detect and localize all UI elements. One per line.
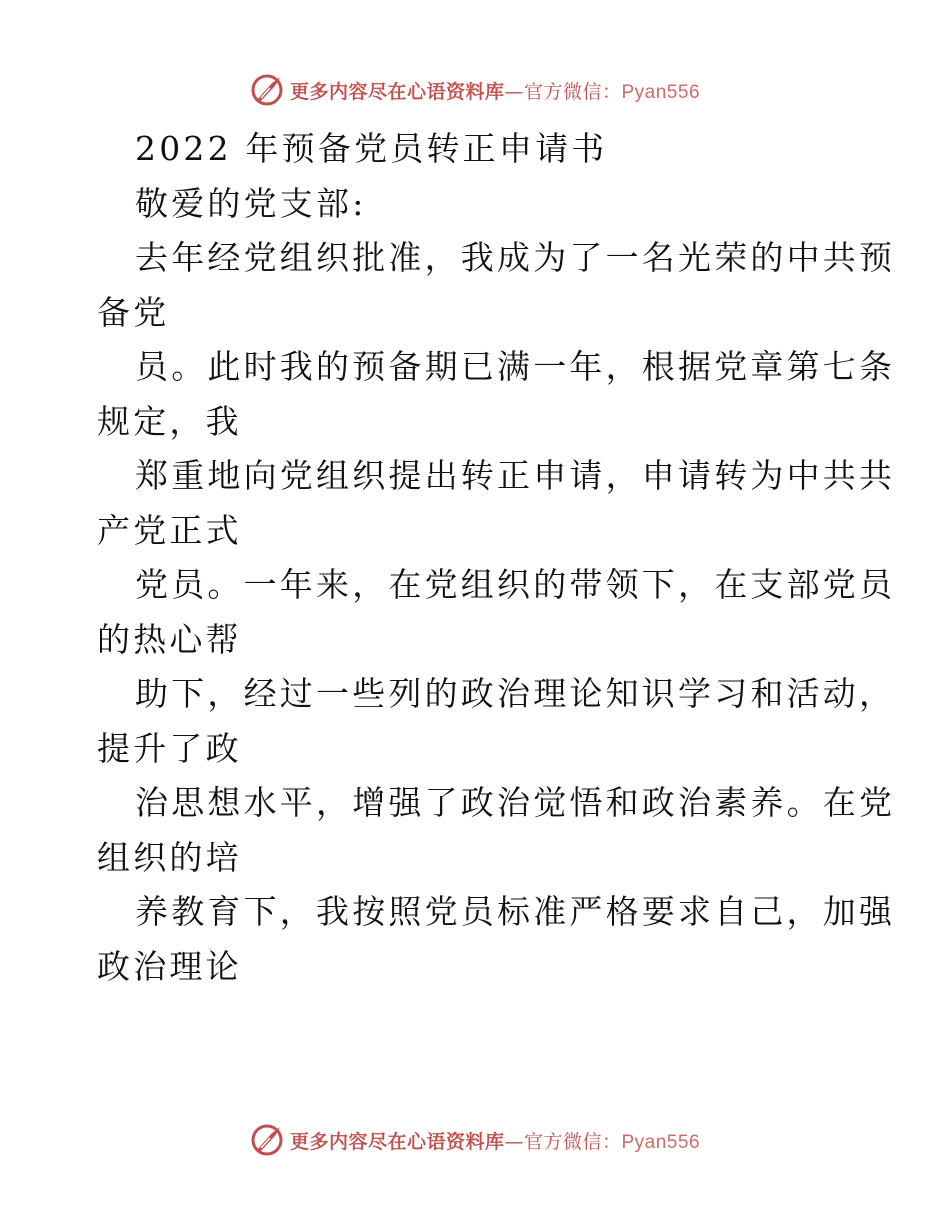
document-body [97, 122, 896, 994]
body-line: 养教育下，我按照党员标准严格要求自己，加强 [135, 892, 896, 931]
body-line: 产党正式 [97, 510, 242, 550]
body-line: 政治理论 [97, 946, 242, 986]
body-line: 备党 [97, 292, 170, 332]
quill-pen-circle-icon [250, 1123, 284, 1157]
body-line: 提升了政 [97, 728, 242, 768]
header-banner [0, 70, 950, 110]
document-title: 2022 年预备党员转正申请书 [135, 129, 608, 168]
footer-banner [0, 1120, 950, 1160]
body-line: 的热心帮 [97, 619, 242, 659]
body-line: 党员。一年来，在党组织的带领下，在支部党员 [135, 565, 896, 604]
body-line: 员。此时我的预备期已满一年，根据党章第七条 [135, 347, 896, 386]
banner-slogan: 更多内容尽在心语资料库 [289, 80, 505, 103]
banner-account: Pyan556 [621, 81, 701, 103]
banner-wechat-label: 官方微信： [523, 1130, 622, 1153]
footer-banner-text [290, 1127, 700, 1154]
body-line: 组织的培 [97, 837, 242, 877]
body-line: 助下，经过一些列的政治理论知识学习和活动， [135, 674, 896, 713]
banner-slogan: 更多内容尽在心语资料库 [289, 1130, 505, 1153]
banner-separator: — [504, 80, 524, 103]
body-line: 规定，我 [97, 401, 242, 441]
banner-wechat-label: 官方微信： [523, 80, 622, 103]
banner-separator: — [504, 1130, 524, 1153]
banner-account: Pyan556 [621, 1131, 701, 1153]
body-line: 治思想水平，增强了政治觉悟和政治素养。在党 [135, 783, 896, 822]
document-salutation: 敬爱的党支部: [135, 183, 367, 223]
quill-pen-circle-icon [250, 73, 284, 107]
header-banner-text [290, 77, 700, 104]
body-line: 郑重地向党组织提出转正申请，申请转为中共共 [135, 456, 896, 495]
body-line: 去年经党组织批准，我成为了一名光荣的中共预 [135, 238, 896, 277]
